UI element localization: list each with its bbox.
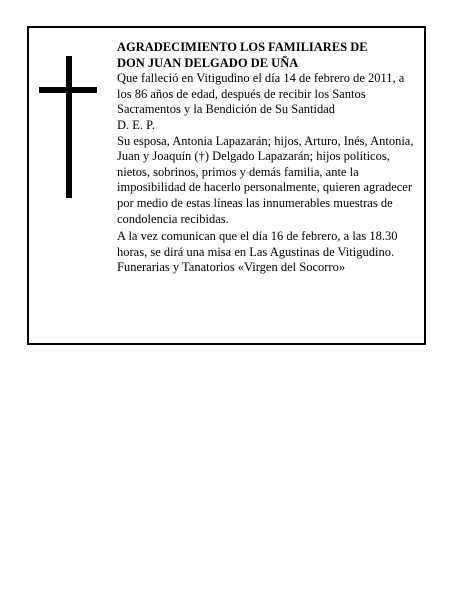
cross-vertical-bar: [66, 56, 72, 198]
death-info: Que falleció en Vitigudino el día 14 de febrero de 2011, a los 86 años de edad, después de recibir los Santos Sacramentos y la Bendición de Su Santidad: [117, 71, 405, 117]
family-message: Su esposa, Antonia Lapazarán; hijos, Arturo, Inés, Antonia, Juan y Joaquín (†) Delgado Lapazarán; hijos políticos, nietos, sobrinos, primos y demás familia, ante la imposibilidad de hacerlo personalmente, quieren agradecer por medio de estas líneas las innumerables muestras de condolencia recibidas.: [117, 133, 414, 226]
notice-heading: [117, 40, 422, 71]
heading-line-2: DON JUAN DELGADO DE UÑA: [117, 55, 299, 70]
mass-announcement: A la vez comunican que el día 16 de febrero, a las 18.30 horas, se dirá una misa en Las Agustinas de Vitigudino.: [117, 229, 398, 259]
funeral-home: Funerarias y Tanatorios «Virgen del Socorro»: [117, 260, 346, 275]
dep-abbreviation: D. E. P.: [117, 117, 155, 132]
cross-horizontal-bar: [39, 87, 97, 93]
obituary-notice: [27, 26, 426, 345]
notice-body: [117, 40, 422, 276]
cross-icon: [39, 56, 97, 198]
heading-line-1: AGRADECIMIENTO LOS FAMILIARES DE: [117, 40, 368, 54]
